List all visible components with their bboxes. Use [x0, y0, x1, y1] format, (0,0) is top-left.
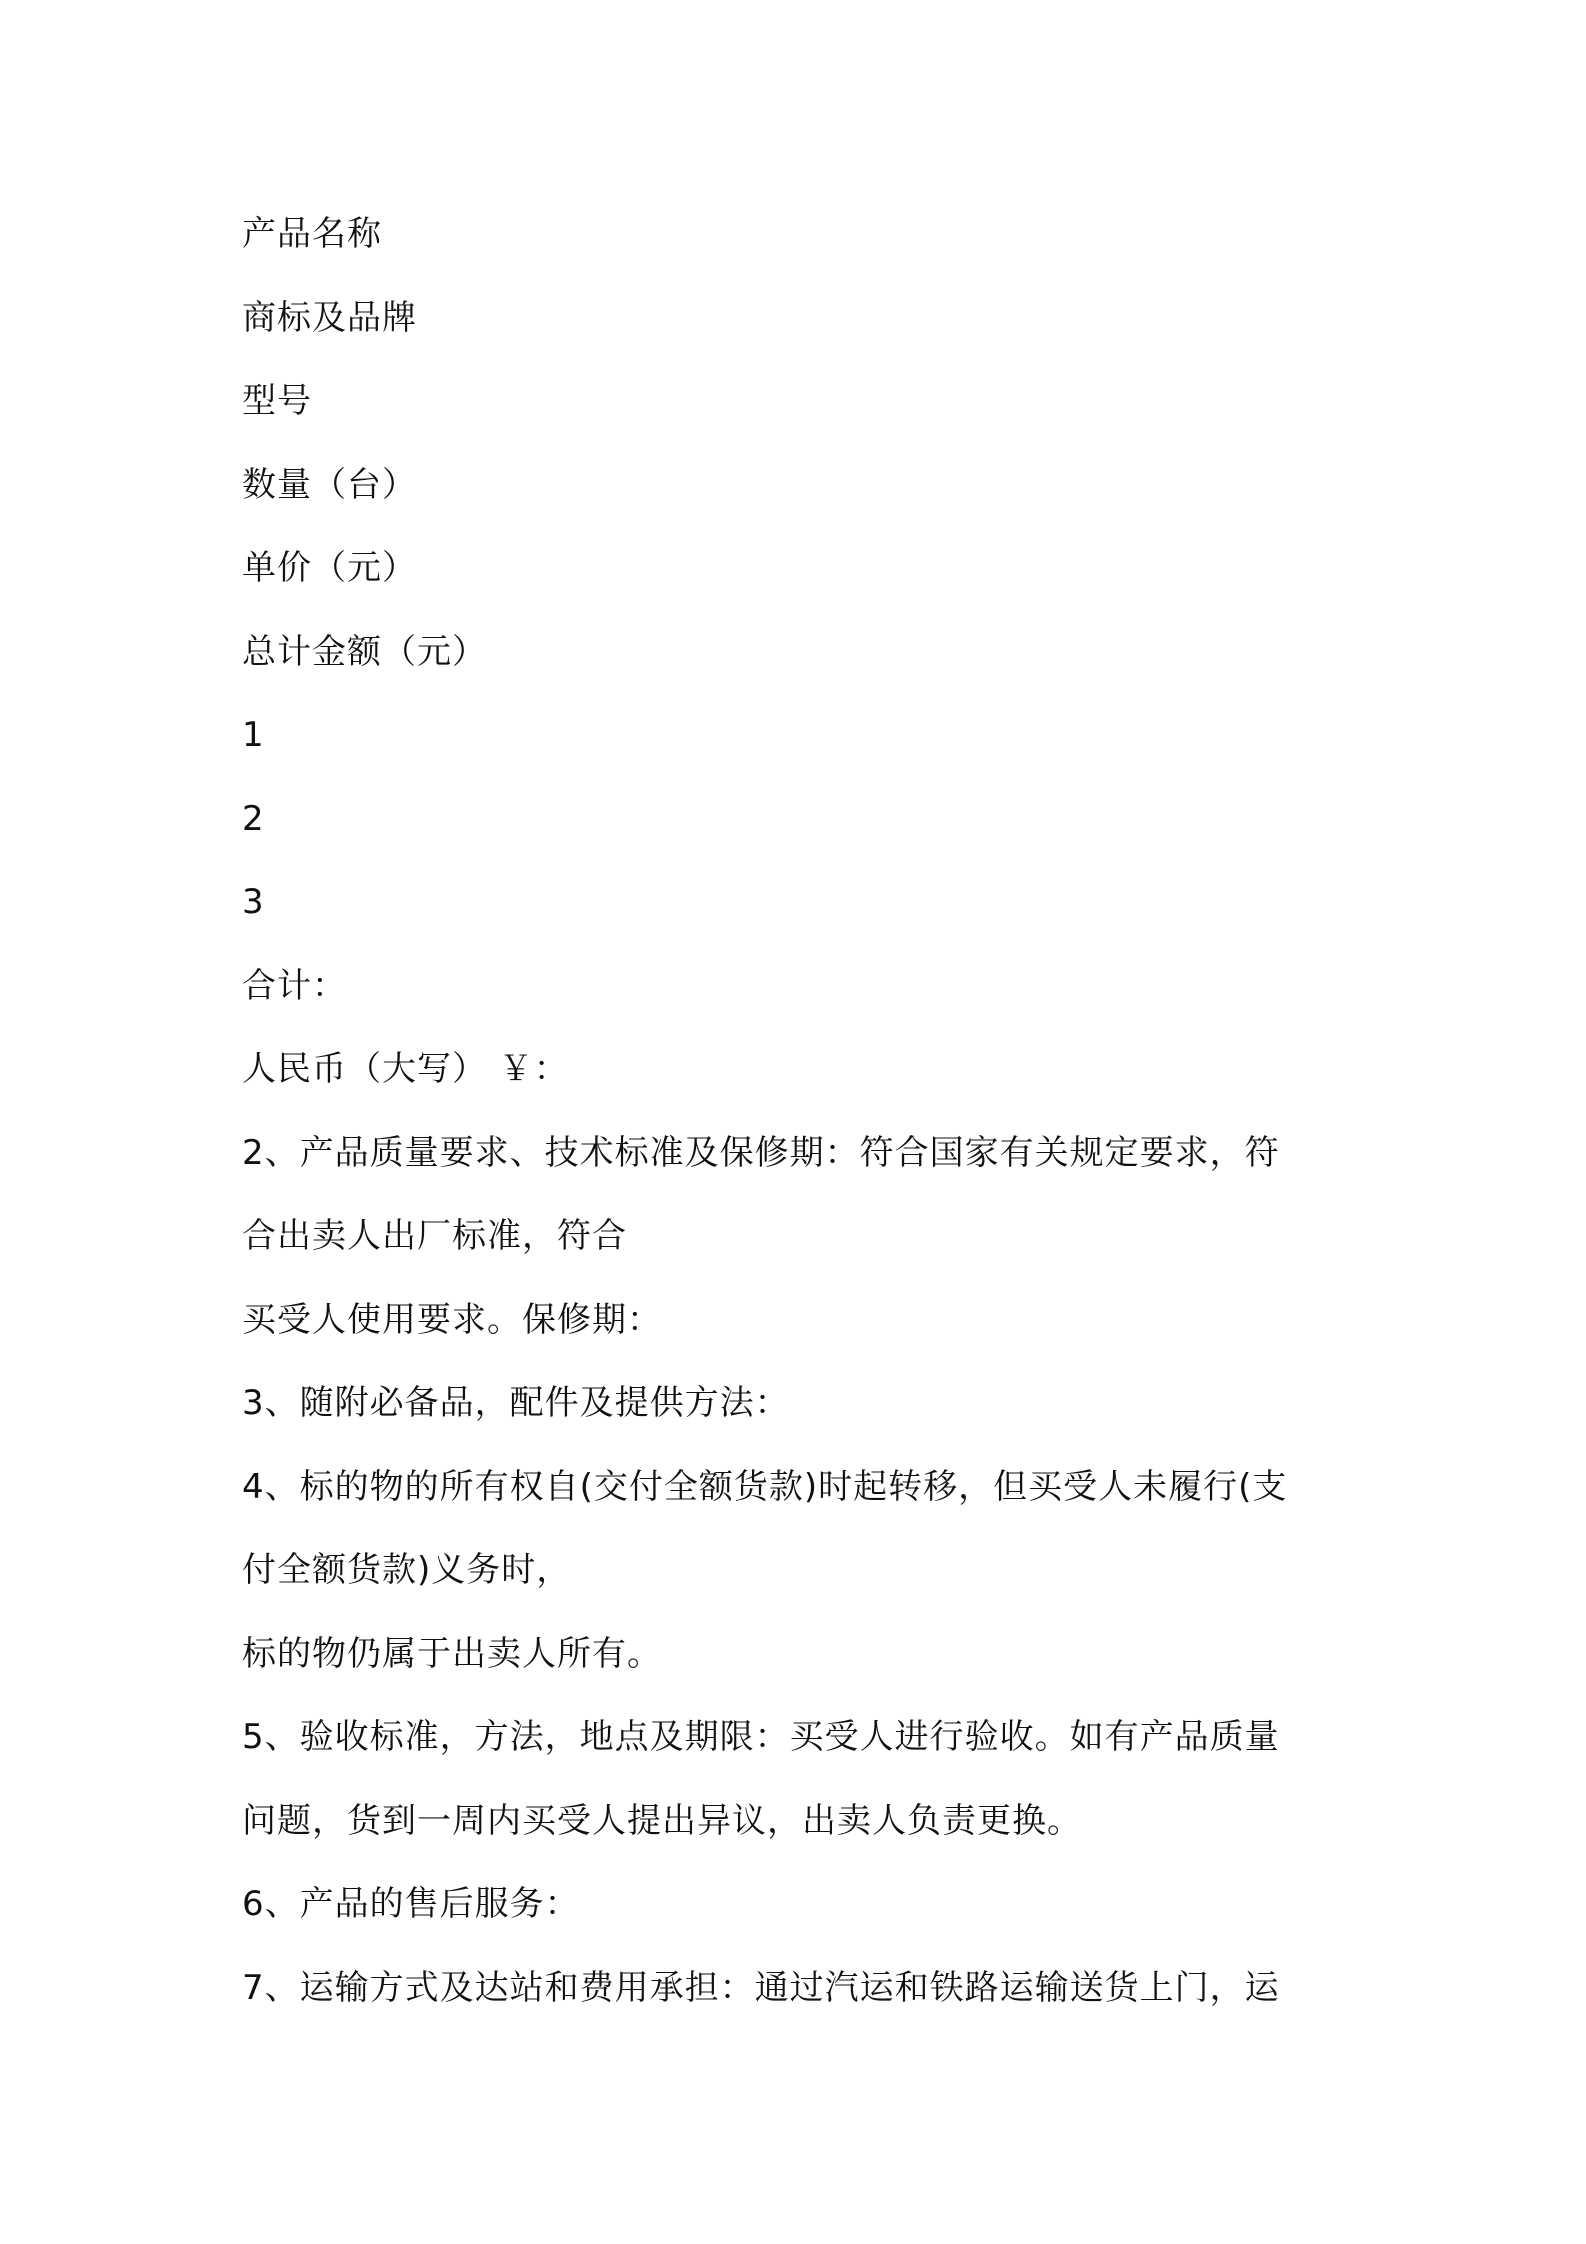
clause-4-line-2: 付全额货款)义务时， [242, 1550, 572, 1590]
field-subtotal: 合计： [242, 965, 347, 1006]
clause-5-line-1: 5、验收标准，方法，地点及期限：买受人进行验收。如有产品质量 [242, 1717, 1280, 1757]
clause-2-line-2: 合出卖人出厂标准，符合 [242, 1216, 627, 1256]
field-unit-price: 单价（元） [242, 548, 417, 588]
clause-2-line-1: 2、产品质量要求、技术标准及保修期：符合国家有关规定要求，符 [242, 1132, 1280, 1173]
clause-6: 6、产品的售后服务： [242, 1884, 580, 1924]
field-trademark-brand: 商标及品牌 [242, 297, 417, 338]
document-body [242, 193, 1362, 2030]
row-number-3: 3 [242, 882, 265, 922]
clause-4-line-3: 标的物仍属于出卖人所有。 [242, 1633, 662, 1674]
clause-2-line-3: 买受人使用要求。保修期： [242, 1299, 662, 1340]
field-product-name: 产品名称 [242, 214, 382, 254]
row-number-2: 2 [242, 798, 265, 839]
clause-3: 3、随附必备品，配件及提供方法： [242, 1383, 790, 1423]
field-total-amount: 总计金额（元） [242, 631, 487, 672]
clause-7-line-1: 7、运输方式及达站和费用承担：通过汽运和铁路运输送货上门，运 [242, 1967, 1280, 2008]
field-model: 型号 [242, 381, 312, 421]
field-quantity: 数量（台） [242, 464, 417, 505]
clause-4-line-1: 4、标的物的所有权自(交付全额货款)时起转移，但买受人未履行(支 [242, 1466, 1288, 1507]
field-rmb-amount: 人民币（大写） ￥： [242, 1049, 569, 1089]
row-number-1: 1 [242, 715, 265, 755]
clause-5-line-2: 问题，货到一周内买受人提出异议，出卖人负责更换。 [242, 1800, 1082, 1841]
